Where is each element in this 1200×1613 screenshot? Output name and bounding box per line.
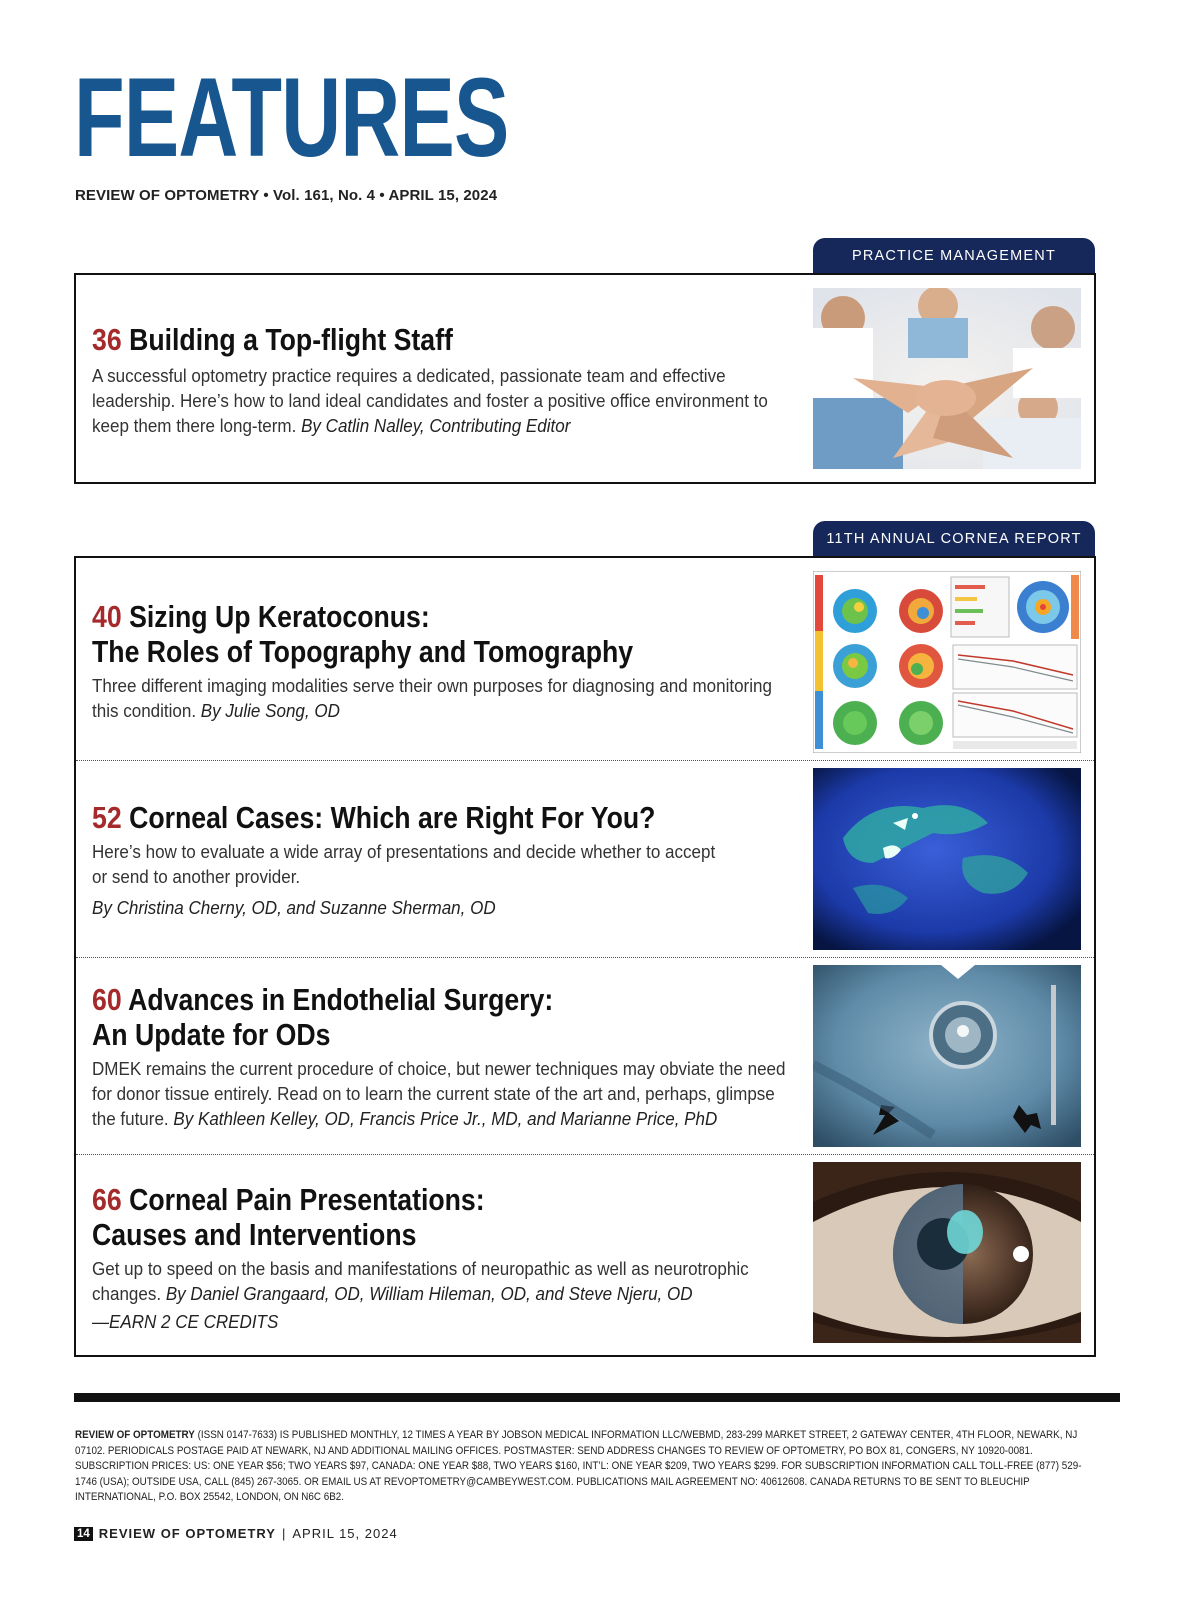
article-title-line: Corneal Cases: Which are Right For You?	[129, 800, 656, 835]
page-folio	[74, 1526, 398, 1541]
folio-publication: REVIEW OF OPTOMETRY	[98, 1526, 276, 1541]
article-headline[interactable]	[92, 800, 728, 835]
hands-together-team-photo	[813, 288, 1081, 469]
section-tab-practice-management: PRACTICE MANAGEMENT	[813, 238, 1095, 274]
article-title-line: Corneal Pain Presentations:	[129, 1182, 485, 1217]
article-title-line: Causes and Interventions	[92, 1217, 417, 1252]
article-headline[interactable]	[92, 322, 728, 357]
article-divider	[76, 957, 1094, 958]
article-byline: By Daniel Grangaard, OD, William Hileman, OD, and Steve Njeru, OD	[165, 1283, 693, 1304]
article-headline[interactable]	[92, 982, 746, 1052]
publication-statement-lead: REVIEW OF OPTOMETRY	[75, 1429, 195, 1441]
article-40[interactable]	[92, 599, 832, 723]
article-title-line: Sizing Up Keratoconus:	[129, 599, 430, 634]
article-byline: By Catlin Nalley, Contributing Editor	[301, 415, 571, 436]
page-title: FEATURES	[74, 55, 509, 180]
page-number: 14	[74, 1527, 93, 1541]
article-blurb	[92, 1256, 773, 1306]
article-36[interactable]	[92, 322, 832, 438]
article-page-number: 60	[92, 982, 122, 1017]
article-52[interactable]	[92, 800, 832, 920]
eye-closeup-corneal-lesion	[813, 1162, 1081, 1343]
article-page-number: 36	[92, 322, 122, 357]
article-60[interactable]	[92, 982, 852, 1131]
publication-statement-text: (ISSN 0147-7633) IS PUBLISHED MONTHLY, 12 TIMES A YEAR BY JOBSON MEDICAL INFORMATION LLC/WEBMD, 283-299 MARKET STREET, 2 GATEWAY CENTER, 4TH FLOOR, NEWARK, NJ 07102. PERIODICALS POSTAGE PAID AT NEWARK, NJ AND ADDITIONAL MAILING OFFICES. POSTMASTER: SEND ADDRESS CHANGES TO REVIEW OF OPTOMETRY, PO BOX 81, CONGERS, NY 10920-0081. SUBSCRIPTION PRICES: US: ONE YEAR $56; TWO YEARS $97, CANADA: ONE YEAR $88, TWO YEARS $160, INT’L: ONE YEAR $209, TWO YEARS $299. FOR SUBSCRIPTION INFORMATION CALL TOLL-FREE (877) 529-1746 (USA); OUTSIDE USA, CALL (845) 267-3065. OR EMAIL US AT REVOPTOMETRY@CAMBEYWEST.COM. PUBLICATIONS MAIL AGREEMENT NO: 40612608. CANADA RETURNS TO BE SENT TO BLEUCHIP INTERNATIONAL, P.O. BOX 25542, LONDON, ON N6C 6B2.	[75, 1429, 1082, 1503]
endothelial-surgery-eye	[813, 965, 1081, 1147]
article-title-line: The Roles of Topography and Tomography	[92, 634, 634, 669]
article-page-number: 66	[92, 1182, 122, 1217]
section-tab-cornea-report: 11TH ANNUAL CORNEA REPORT	[813, 521, 1095, 557]
article-byline: By Christina Cherny, OD, and Suzanne Sherman, OD	[92, 897, 496, 918]
article-blurb-text: A successful optometry practice requires a dedicated, passionate team and effective leadership. Here’s how to land ideal candidates and foster a positive office environment to keep them there long-term.	[92, 365, 768, 436]
article-66[interactable]	[92, 1182, 832, 1334]
issue-line: REVIEW OF OPTOMETRY • Vol. 161, No. 4 • APRIL 15, 2024	[75, 187, 498, 204]
folio-date: APRIL 15, 2024	[292, 1526, 398, 1541]
publication-statement	[75, 1428, 1098, 1506]
article-headline[interactable]	[92, 599, 728, 669]
footer-rule	[74, 1393, 1120, 1402]
article-page-number: 52	[92, 800, 122, 835]
corneal-topography-maps	[813, 571, 1081, 753]
article-byline: By Kathleen Kelley, OD, Francis Price Jr., MD, and Marianne Price, PhD	[173, 1108, 718, 1129]
article-title-line: Building a Top-flight Staff	[129, 322, 453, 357]
article-blurb-text: Here’s how to evaluate a wide array of presentations and decide whether to accept or send to another provider.	[92, 841, 716, 887]
article-blurb-text: Get up to speed on the basis and manifestations of neuropathic as well as neurotrophic changes.	[92, 1258, 749, 1304]
article-blurb-text: DMEK remains the current procedure of choice, but newer techniques may obviate the need for donor tissue entirely. Read on to learn the current state of the art and, perhaps, glimpse the future.	[92, 1058, 786, 1129]
article-blurb	[92, 1056, 791, 1131]
article-headline[interactable]	[92, 1182, 728, 1252]
fluorescein-stained-cornea	[813, 768, 1081, 950]
article-divider	[76, 1154, 1094, 1155]
article-divider	[76, 760, 1094, 761]
article-byline: By Julie Song, OD	[200, 700, 340, 721]
article-title-line: Advances in Endothelial Surgery:	[128, 982, 554, 1017]
ce-credits-note: —EARN 2 CE CREDITS	[92, 1311, 279, 1332]
article-blurb	[92, 673, 773, 723]
article-title-line: An Update for ODs	[92, 1017, 331, 1052]
article-blurb-text: Three different imaging modalities serve their own purposes for diagnosing and monitoring this condition.	[92, 675, 772, 721]
folio-separator: |	[281, 1526, 287, 1541]
article-blurb	[92, 363, 773, 438]
article-page-number: 40	[92, 599, 122, 634]
